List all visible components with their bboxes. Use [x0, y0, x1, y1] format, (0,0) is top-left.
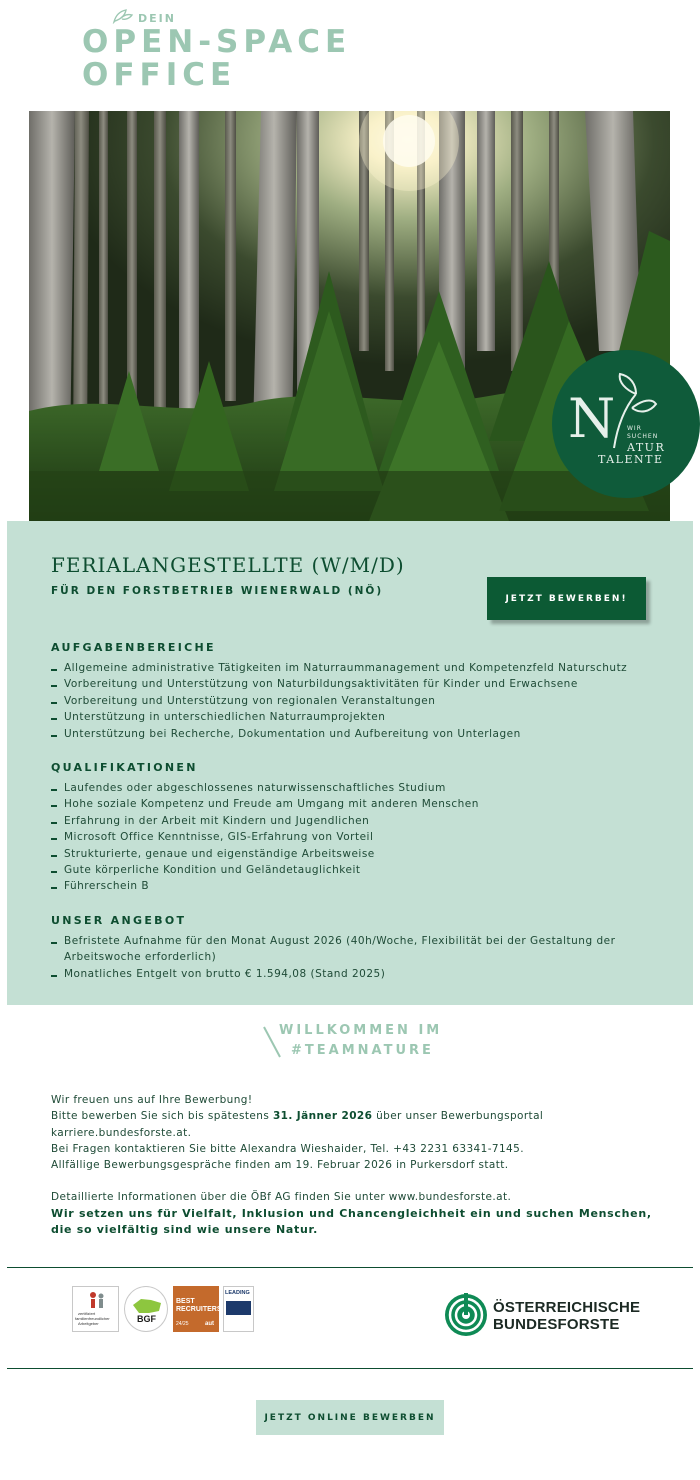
tasks-section [51, 641, 671, 742]
deadline-intro: Bitte bewerben Sie sich bis spätestens [51, 1110, 273, 1123]
qualifications-list [51, 780, 671, 895]
contact-line-4: Bei Fragen kontaktieren Sie bitte Alexandra Wieshaider, Tel. +43 2231 63341-7145. [51, 1142, 524, 1155]
bgf-text: BGF [137, 1314, 156, 1324]
portal-link[interactable]: karriere.bundesforste.at. [51, 1126, 192, 1139]
offer-heading: UNSER ANGEBOT [51, 914, 187, 927]
contact-info [51, 1092, 661, 1238]
list-item: Erfahrung in der Arbeit mit Kindern und Jugendlichen [51, 813, 671, 829]
family-friendly-employer-seal [72, 1286, 119, 1332]
contact-line-6: Detaillierte Informationen über die ÖBf AG finden Sie unter www.bundesforste.at. [51, 1191, 512, 1204]
apply-online-button[interactable]: JETZT ONLINE BEWERBEN [256, 1400, 444, 1435]
qualifications-section [51, 761, 671, 895]
list-item: Unterstützung bei Recherche, Dokumentation und Aufbereitung von Unterlagen [51, 726, 671, 742]
qualifications-heading: QUALIFIKATIONEN [51, 761, 198, 774]
badge-line-2: SUCHEN [627, 433, 659, 440]
contact-line-5: Allfällige Bewerbungsgespräche finden am 19. Februar 2026 in Purkersdorf statt. [51, 1159, 509, 1172]
diversity-statement: Wir setzen uns für Vielfalt, Inklusion und Chancengleichheit ein und suchen Menschen, die so vielfältig sind wie unsere Natur. [51, 1206, 652, 1237]
best-text: BEST [176, 1298, 195, 1305]
list-item: Unterstützung in unterschiedlichen Naturraumprojekten [51, 709, 671, 725]
year-text: 24/25 [176, 1321, 189, 1327]
list-item: Laufendes oder abgeschlossenes naturwissenschaftliches Studium [51, 780, 671, 796]
apply-now-button[interactable]: JETZT BEWERBEN! [487, 577, 646, 620]
job-details-panel [7, 521, 693, 1005]
best-recruiters-seal [173, 1286, 222, 1332]
leading-employers-seal [223, 1286, 254, 1332]
list-item: Vorbereitung und Unterstützung von Naturbildungsaktivitäten für Kinder und Erwachsene [51, 676, 671, 692]
offer-list [51, 933, 641, 982]
recruiters-text: RECRUITERS [176, 1306, 222, 1313]
leading-text: LEADING [225, 1290, 250, 1296]
list-item: Gute körperliche Kondition und Geländetauglichkeit [51, 862, 671, 878]
offer-section [51, 914, 641, 982]
family-icon [73, 1290, 120, 1310]
badge-line-3: ATUR [627, 441, 666, 454]
contact-line-1: Wir freuen uns auf Ihre Bewerbung! [51, 1094, 253, 1106]
seal-text-3: Arbeitgeber [78, 1321, 99, 1326]
badge-letter: N [568, 387, 616, 450]
brand-text: aut [205, 1321, 214, 1327]
tasks-list [51, 660, 671, 742]
list-item: Monatliches Entgelt von brutto € 1.594,08 (Stand 2025) [51, 966, 641, 982]
divider-top [7, 1267, 693, 1268]
badge-line-1: WIR [627, 425, 642, 432]
list-item: Führerschein B [51, 878, 671, 894]
list-item: Befristete Aufnahme für den Monat August 2026 (40h/Woche, Flexibilität bei der Gestaltung der Arbeitswoche erforderlich) [51, 933, 641, 966]
divider-bottom [7, 1368, 693, 1369]
logo-name-line-2: BUNDESFORSTE [493, 1316, 620, 1333]
bgf-seal [124, 1286, 168, 1332]
tasks-heading: AUFGABENBEREICHE [51, 641, 216, 654]
welcome-line-1: WILLKOMMEN IM [279, 1023, 443, 1038]
nature-talents-badge [552, 350, 700, 498]
headline-line-2: OFFICE [82, 57, 237, 93]
austria-map-icon [125, 1287, 169, 1333]
deadline-outro: über unser Bewerbungsportal [372, 1110, 544, 1123]
logo-name-line-1: ÖSTERREICHISCHE [493, 1299, 641, 1316]
list-item: Microsoft Office Kenntnisse, GIS-Erfahrung von Vorteil [51, 829, 671, 845]
contact-line-2 [51, 1108, 661, 1124]
seal-text-2: familienfreundlicher [75, 1316, 110, 1321]
badge-line-4: TALENTE [598, 453, 664, 466]
job-subtitle: FÜR DEN FORSTBETRIEB WIENERWALD (NÖ) [51, 585, 384, 597]
header-kicker: DEIN [138, 11, 176, 25]
list-item: Vorbereitung und Unterstützung von regionalen Veranstaltungen [51, 693, 671, 709]
welcome-line-2: #TEAMNATURE [291, 1043, 434, 1058]
seal-text-1: zertifiziert [78, 1311, 96, 1316]
job-title: FERIALANGESTELLTE (W/M/D) [51, 553, 405, 577]
list-item: Hohe soziale Kompetenz und Freude am Umgang mit anderen Menschen [51, 796, 671, 812]
headline-line-1: OPEN-SPACE [82, 24, 352, 60]
bundesforste-emblem-icon [444, 1293, 488, 1337]
leading-band [226, 1301, 251, 1315]
list-item: Strukturierte, genaue und eigenständige Arbeitsweise [51, 846, 671, 862]
page-headline [82, 26, 382, 92]
list-item: Allgemeine administrative Tätigkeiten im Naturraummanagement und Kompetenzfeld Naturschutz [51, 660, 671, 676]
deadline-date: 31. Jänner 2026 [272, 1110, 373, 1123]
